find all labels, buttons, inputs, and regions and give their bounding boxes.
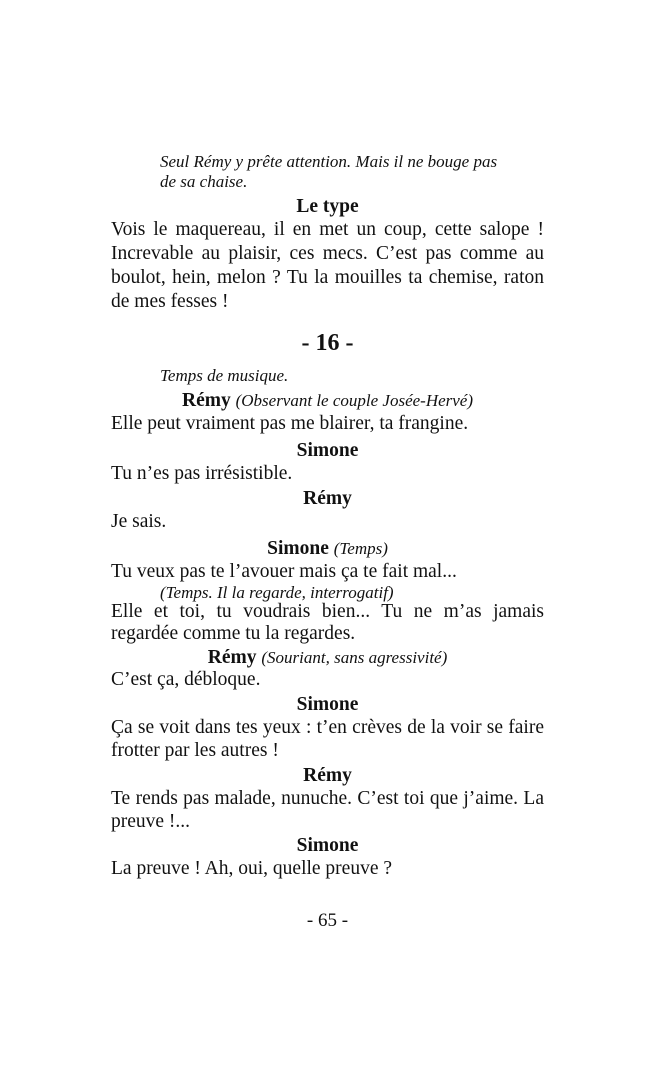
speaker-name: Simone	[296, 440, 359, 461]
stage-direction-line: Seul Rémy y prête attention. Mais il ne bouge pas	[160, 152, 498, 171]
speaker-name: Simone	[296, 835, 359, 856]
speaker-name: Simone	[267, 538, 329, 559]
speaker-name: Rémy	[303, 765, 352, 786]
speaker-direction: (Temps)	[333, 539, 388, 558]
dialogue-line: Tu veux pas te l’avouer mais ça te fait mal...	[111, 561, 457, 582]
dialogue-line: Te rends pas malade, nunuche. C’est toi que j’aime. La	[111, 788, 544, 809]
dialogue-line: Elle et toi, tu voudrais bien... Tu ne m’as jamais	[111, 601, 544, 622]
speaker-direction: (Observant le couple Josée-Hervé)	[235, 391, 474, 410]
dialogue-line: Je sais.	[111, 511, 167, 532]
stage-direction-line: de sa chaise.	[160, 172, 248, 191]
dialogue-line: regardée comme tu la regardes.	[111, 623, 356, 644]
dialogue-line: boulot, hein, melon ? Tu la mouilles ta chemise, raton	[111, 267, 544, 288]
speaker-name: Rémy	[181, 390, 231, 411]
stage-direction: Temps de musique.	[160, 366, 289, 385]
dialogue-line: La preuve ! Ah, oui, quelle preuve ?	[111, 858, 393, 879]
dialogue-line: Ça se voit dans tes yeux : t’en crèves de la voir se faire	[111, 717, 544, 738]
speaker-name: Rémy	[303, 488, 352, 509]
book-page	[111, 0, 544, 1084]
dialogue-line: preuve !...	[111, 811, 191, 832]
speaker-direction: (Souriant, sans agressivité)	[261, 648, 448, 667]
page-number: - 65 -	[306, 910, 349, 931]
dialogue-line: C’est ça, débloque.	[111, 669, 261, 690]
speaker-heading	[111, 538, 544, 560]
dialogue-line: Vois le maquereau, il en met un coup, cette salope !	[111, 219, 544, 240]
dialogue-line: Elle peut vraiment pas me blairer, ta frangine.	[111, 413, 469, 434]
speaker-name: Simone	[296, 694, 359, 715]
stage-direction: (Temps. Il la regarde, interrogatif)	[160, 583, 394, 602]
speaker-name: Le type	[296, 196, 359, 217]
speaker-name: Rémy	[207, 647, 257, 668]
scene-number: - 16 -	[301, 330, 354, 356]
speaker-heading	[111, 390, 544, 412]
speaker-heading	[111, 647, 544, 669]
dialogue-line: de mes fesses !	[111, 291, 229, 312]
dialogue-line: frotter par les autres !	[111, 740, 279, 761]
dialogue-line: Tu n’es pas irrésistible.	[111, 463, 293, 484]
dialogue-line: Increvable au plaisir, ces mecs. C’est pas comme au	[111, 243, 544, 264]
